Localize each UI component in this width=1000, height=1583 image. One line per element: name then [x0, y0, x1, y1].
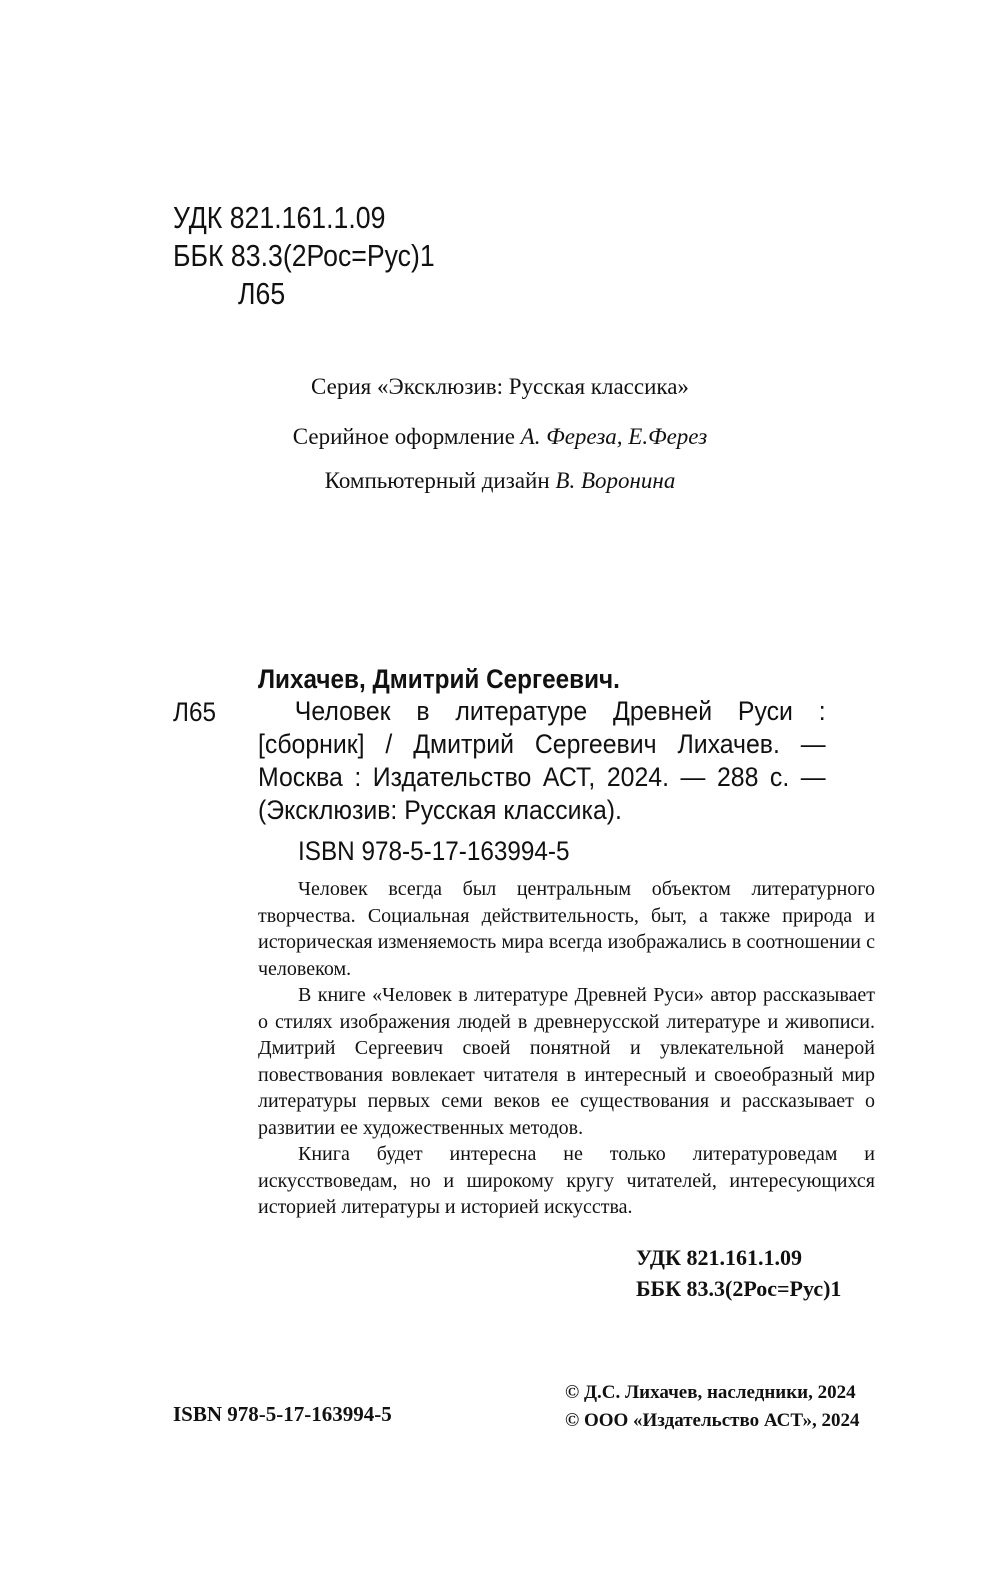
copyright-author: © Д.С. Лихачев, наследники, 2024: [565, 1382, 856, 1403]
bibliographic-description: Человек в литературе Древней Руси : [сборник] / Дмитрий Сергеевич Лихачев. — Москва : Издательство АСТ, 2024. — 288 с. — (Эксклюзив: Русская классика).: [258, 696, 826, 825]
computer-label: Компьютерный дизайн: [324, 468, 556, 493]
bbk-code: ББК 83.3(2Рос=Рус)1: [173, 238, 435, 273]
footer-isbn: ISBN 978-5-17-163994-5: [173, 1402, 392, 1426]
footer-udk: УДК 821.161.1.09: [636, 1245, 803, 1270]
author-heading: Лихачев, Дмитрий Сергеевич.: [258, 664, 620, 694]
author-mark: Л65: [238, 276, 286, 311]
isbn-line: ISBN 978-5-17-163994-5: [298, 836, 570, 866]
annotation-paragraph: Человек всегда был центральным объектом литературного творчества. Социальная действительность, быт, а также природа и историческая изменяемость мира всегда изображались в соотношении с человеком.: [258, 878, 875, 980]
design-names: А. Фереза, Е.Ферез: [520, 424, 708, 449]
annotation-paragraph: Книга будет интересна не только литературоведам и искусствоведам, но и широкому кругу читателей, интересующихся историей литературы и историей искусства.: [258, 1143, 875, 1218]
annotation-paragraph: В книге «Человек в литературе Древней Руси» автор рассказывает о стилях изображения людей в древнерусской литературе и живописи. Дмитрий Сергеевич своей понятной и увлекательной манерой повествования вовлекает читателя в интересный и своеобразный мир литературы первых семи веков ее существования и рассказывает о развитии ее художественных методов.: [258, 984, 875, 1139]
design-label: Серийное оформление: [292, 424, 521, 449]
computer-names: В. Воронина: [555, 468, 676, 493]
design-credit: [0, 424, 1000, 450]
udk-code: УДК 821.161.1.09: [173, 200, 386, 235]
computer-design-credit: [0, 468, 1000, 494]
author-mark-left: Л65: [173, 697, 216, 727]
footer-bbk: ББК 83.3(2Рос=Рус)1: [636, 1276, 842, 1301]
annotation: [258, 876, 875, 1221]
copyright-publisher: © ООО «Издательство АСТ», 2024: [565, 1410, 860, 1431]
series-line: Серия «Эксклюзив: Русская классика»: [311, 374, 689, 399]
